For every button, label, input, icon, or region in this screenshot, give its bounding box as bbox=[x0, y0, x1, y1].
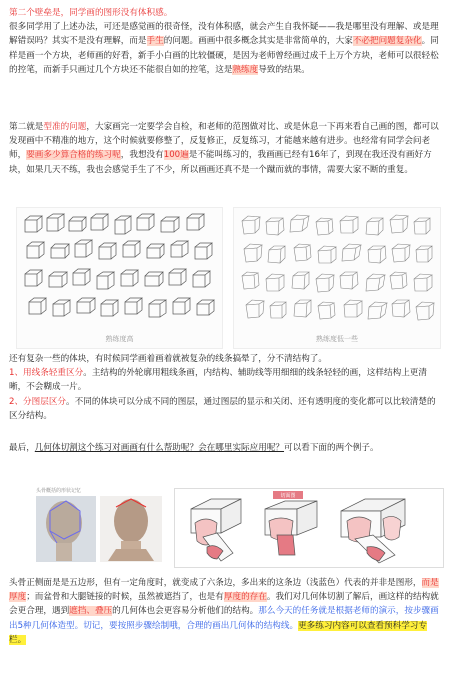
highlight-text: 要画多少算合格的练习呢 bbox=[26, 150, 121, 161]
paragraph-complex bbox=[9, 352, 444, 423]
paragraph-accuracy bbox=[9, 120, 444, 177]
text: 还有复杂一些的体块，有时候同学画着画着就被复杂的线条搞晕了，分不清结构了。 bbox=[9, 354, 327, 364]
text: 。同样是画一个方块，老师画的好看，新手小白画的比较僵硬，是因为老师曾经画过成千上万个方块，老师可以很轻松的控笔，而新手只画过几个方块还不能很自如的控笔，这是 bbox=[9, 36, 439, 75]
heading-lead: 第二个壁垒是，同学画的图形没有体积感。 bbox=[9, 8, 173, 18]
text: 导致的结果。 bbox=[258, 64, 310, 75]
cube-sketches-high bbox=[17, 208, 222, 328]
text: 的几何体也会更容易分析他们的结构。 bbox=[112, 606, 259, 617]
paragraph-summary bbox=[9, 576, 444, 647]
text: 是不能叫练习的，我画画已经有16年了，到现在我还没有画好方块，如果几天不练，我也会感觉手生了不少，所以画画还真不是一个蹴而就的事情，需要大家不断的重复。 bbox=[9, 150, 432, 175]
task-text: 那么今天的任务就是根据老师的演示，按步骤画出5种几何体造型。切记，要按照步骤绘制哦，合理的画出几何体的结构线。 bbox=[9, 606, 439, 631]
underlined-question: 几何体切割这个练习对画画有什么帮助呢？会在哪里实际应用呢？ bbox=[34, 443, 285, 453]
highlight-text: 熟练度 bbox=[232, 64, 259, 75]
text: ，我想没有 bbox=[120, 150, 164, 161]
head-illustration bbox=[36, 487, 164, 563]
red-text: 型准的问题 bbox=[43, 122, 87, 132]
text: ，大家画完一定要学会自检，和老师的范图做对比、或是休息一下再来看自己画的图，都可以发现画中不精准的地方，这个时候就要修整了，反复修正，反复练习，才能越来越有进步。也经常有同学会问老师， bbox=[9, 122, 439, 161]
highlight-text: 遮挡、叠压 bbox=[69, 606, 113, 617]
list-item-2-label: 2、分图层区分 bbox=[9, 396, 67, 407]
sketch-panel-low bbox=[233, 207, 441, 349]
head-caption: 头骨概括的形状记忆 bbox=[36, 488, 82, 494]
text: 可以看下面的两个例子。 bbox=[284, 443, 379, 453]
highlight-text: 厚度的存在 bbox=[223, 592, 267, 603]
text: 最后， bbox=[9, 443, 35, 453]
text: 头骨正侧面是是五边形，但有一定角度时，就变成了六条边，多出来的这条边（浅蓝色）代表的并非是图形， bbox=[9, 578, 422, 588]
highlight-text: 100遍 bbox=[163, 150, 189, 161]
text: 第二就是 bbox=[9, 122, 44, 132]
text: 的问题。画画中很多概念其实是非常简单的，大家 bbox=[163, 36, 353, 47]
text: 。我们对几何体切割了解后，画这样的结构就会更合理，遇到 bbox=[9, 592, 439, 617]
sketch-panel-high bbox=[16, 207, 223, 349]
cube-sketches-low bbox=[234, 208, 440, 328]
caption-high: 熟练度高 bbox=[105, 335, 134, 343]
text: 。主结构的外轮廓用粗线条画，内结构、辅助线等用细细的线条轻轻的画，这样结构上更清晰，不会糊成一片。 bbox=[9, 368, 427, 393]
paragraph-volume bbox=[9, 6, 444, 77]
highlight-text: 手生 bbox=[146, 36, 164, 47]
cut-label: 切面图 bbox=[280, 493, 296, 499]
list-item-1-label: 1、用线条轻重区分 bbox=[9, 368, 84, 379]
highlight-text: 而是厚度 bbox=[9, 578, 439, 603]
more-practice-link[interactable]: 更多练习内容可以查看预科学习专栏。 bbox=[9, 620, 427, 645]
text: ；而盆骨和大腿链接的时候，虽然被遮挡了，也是有 bbox=[26, 592, 224, 603]
pelvis-figure bbox=[174, 488, 444, 568]
text: 。不同的体块可以分成不同的图层，通过图层的显示和关闭、还有透明度的变化都可以比较清楚的区分结构。 bbox=[9, 396, 436, 421]
highlight-text: 不必把问题复杂化 bbox=[352, 36, 422, 47]
paragraph-question bbox=[9, 441, 444, 455]
head-figure bbox=[36, 487, 164, 563]
caption-low: 熟练度低一些 bbox=[316, 335, 358, 343]
pelvis-cut-illustration bbox=[175, 489, 443, 567]
text: 很多同学用了上述办法，可还是感觉画的很奇怪，没有体积感，就会产生自我怀疑——我是哪里没有理解、或是理解错误吗？其实不是没有理解，而是 bbox=[9, 22, 439, 47]
